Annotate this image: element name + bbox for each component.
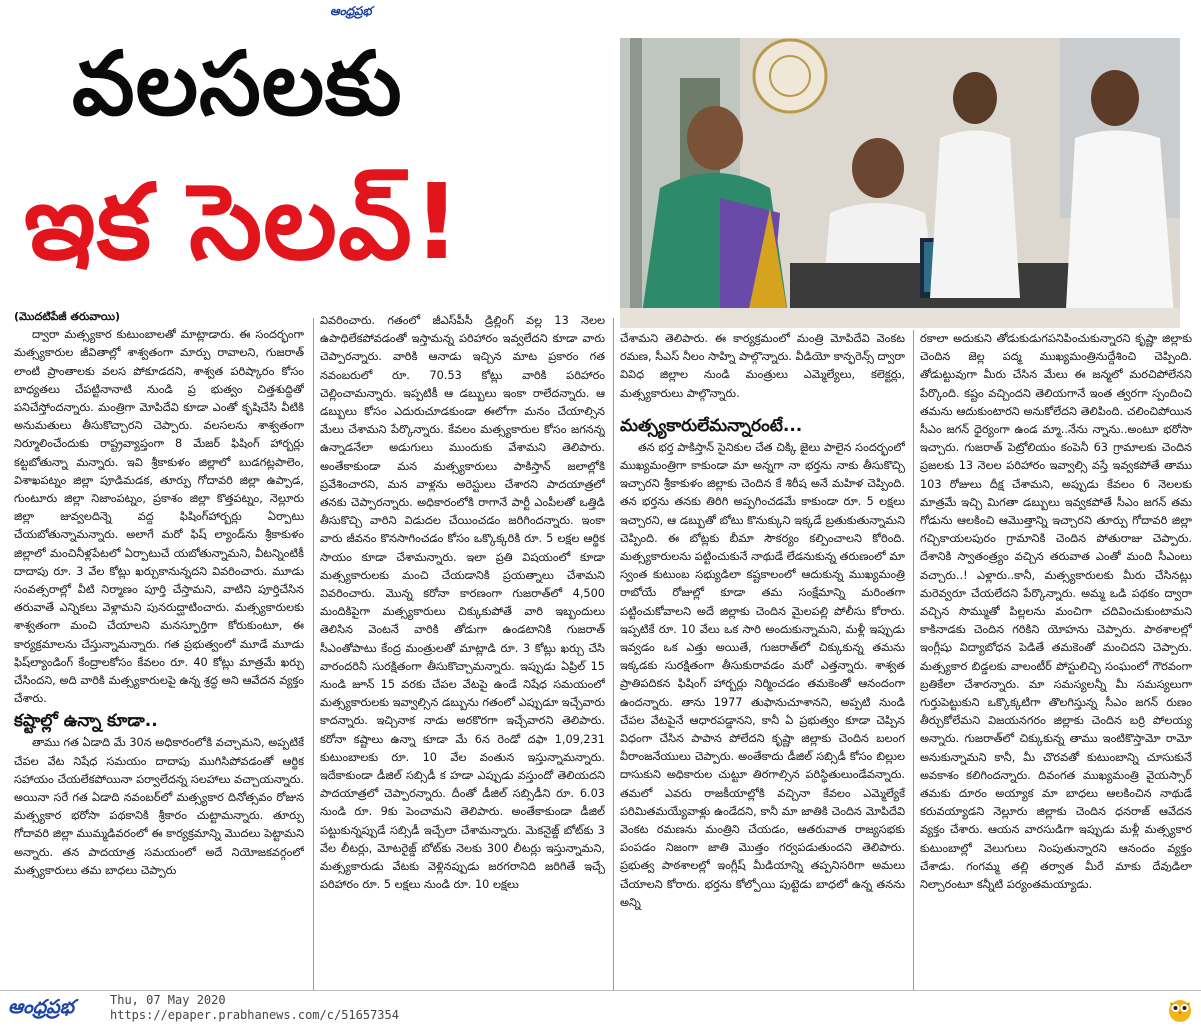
column-1 <box>14 308 304 988</box>
column-rule-3 <box>913 330 914 990</box>
footer-url[interactable]: https://epaper.prabhanews.com/c/51657354 <box>110 1008 399 1022</box>
footer-logo: ఆంధ్రప్రభ <box>8 996 74 1018</box>
footer <box>0 990 1201 1026</box>
column-3-text-a: చేశామని తెలిపారు. ఈ కార్యక్రమంలో మంత్రి మోపిదేవి వెంకట రమణ, సీఎస్ నీలం సాహ్ని పాల్గొన్నారు. వీడియో కాన్ఫరెన్స్ ద్వారా వివిధ జిల్లాల నుండి మంత్రులు ఎమ్మెల్యేలు, కలెక్టర్లు, మత్స్యకారులు పాల్గొన్నారు. <box>620 332 905 400</box>
column-4-text: రకాలా అదుకుని తోడుకుడుగపనిపించుకున్నారని కృష్ణా జిల్లాకు చెందిన జెల్ల పద్మ ముఖ్యమంత్రినుద్దేశించి చెప్పింది. తోడుట్టువుగా మీరు చేసిన మేలు ఈ జన్మలో మరచిపోలేనని పేర్కొంది. కష్టం వచ్చిందని తెలియగానే ఇంత త్వరగా స్పందించి తమను ఆదుకుంటారని అనుకోలేదని తెలిపింది. చలించిపోయిన సీఎం జగన్ ధైర్యంగా ఉండ మ్మా..నేను న్నాను..అంటూ భరోసా ఇచ్చారు. గుజరాత్ పెట్రోలియం కంపెనీ 63 గ్రామాలకు చెందిన ప్రజలకు 13 నెలల పరిహారం ఇవ్వాల్సి వస్తే ఇవ్వకపోతే తాము 103 రోజులు దీక్ష చేశామని, అప్పుడు కేవలం 6 నెలలకు మాత్రమే ఇచ్చి మిగతా డబ్బులు ఇవ్వకపోతే సీఎం జగన్ తమ గోడును ఆలకించి ఆమొత్తాన్ని ఇచ్చారని తూర్పు గోదావరి జిల్లా గచ్చికాయలపురం గ్రామానికి చెందిన పోతురాజు చెప్పారు. దేశానికి స్వాతంత్ర్యం వచ్చిన తరువాత ఎంతో మంది సీఎంలు వచ్చారు..! ఎళ్లారు..కానీ, మత్స్యకారులకు మీరు చేసినట్లు మరెవ్వరూ చేయలేదని పేర్కొన్నారు. అమ్మ ఒడి పథకం ద్వారా వచ్చిన సొమ్ముతో పిల్లలను మంచిగా చదివించుకుంటామని కాకినాడకు చెందిన గరికిని యోహను చెప్పారు. పాఠశాలల్లో ఇంగ్లీషు విద్యాబోధన పెడితే తమకెంతో మంచిదని చెప్పారు. మత్స్యకార బిడ్డలకు వాలంటీర్ పోస్టులిచ్చి సంఘంలో గౌరవంగా బ్రతికేలా చేశారన్నారు. మా సమస్యలన్నీ మీ సమస్యలుగా గుర్తుపెట్టుకుని ఒక్కొక్కటిగా తొలగిస్తున్న సీఎం జగన్ రుణం తీర్చుకోలేమని విజయనగరం జిల్లాకు చెందిన బర్రి పోలయ్య అన్నారు. గుజరాత్‌లో చిక్కుకున్న తాము ఇంటికొస్తామో రామో అనుకున్నామని కానీ, మీ చొరవతో కుటుంబాన్ని చూసుకునే అవకాశం కలిగిందన్నారు. దివంగత ముఖ్యమంత్రి వైయస్సార్ తమకు దూరం అయ్యాక మా బాధలు ఆలకించిన నాథుడే కరువయ్యాడని నెల్లూరు జిల్లాకు చెందిన ధనరాజ్ ఆవేదన వ్యక్తం చేశారు. ఆయన వారసుడిగా ఇప్పుడు మళ్లీ మత్స్యకార కుటుంబాల్లో వెలుగులు నింపుతున్నారని ఆనందం వ్యక్తం చేశాడు. గంగమ్మ తల్లి తర్వాత మీరే మాకు దేవుడిలా నిల్చారంటూ కన్నీటి పర్యంతమయ్యాడు. <box>920 332 1192 892</box>
column-3 <box>620 330 905 988</box>
emblem-icon <box>754 40 826 112</box>
headline-line-2: ఇక సెలవ్! <box>24 161 462 283</box>
photo-illustration <box>620 38 1180 328</box>
column-3-text-b: తన భర్త పాకిస్తాన్ సైనికుల చేత చిక్కి జైలు పాలైన సందర్భంలో ముఖ్యమంత్రిగా కాకుండా మా అన్నగా నా భర్తను నాకు తీసుకొచ్చి ఇచ్చారని శ్రీకాకుళం జిల్లాకు చెందిన కే శిరీష అనే మహిళ చెప్పింది. తన భర్తను తనకు తిరిగి అప్పగించడమే కాకుండా రూ. 5 లక్షలు ఇచ్చారని, ఆ డబ్బుతో బోటు కొనుక్కుని ఇక్కడే బ్రతుకుతున్నామని చెప్పింది. ఈ బోట్లకు బీమా సౌకర్యం కల్పించాలని కోరింది. మత్స్యకారులను పట్టించుకునే నాథుడే లేడనుకున్న తరుణంలో మా స్వంత కుటుంబ సభ్యుడిలా కష్టకాలంలో ఆదుకున్న ముఖ్యమంత్రి రాబోయే రోజుల్లో కూడా తమ సంక్షేమాన్ని మరింతగా పట్టించుకోవాలని అదే జిల్లాకు చెందిన మైలపల్లి పోలీసు కోరారు. ఇప్పటికే రూ. 10 వేలు ఒక సారి అందుకున్నామని, మళ్లీ ఇప్పుడు ఇవ్వడం ఒక ఎత్తు అయితే, గుజరాత్‌లో చిక్కుకున్న తమను ఇక్కడకు సురక్షితంగా తీసుకురావడం మరో ఎత్తన్నారు. శాశ్వత ప్రాతిపదికన ఫిషింగ్ హార్బర్లు నిర్మించడం తమకెంతో ఆనందంగా ఉందన్నారు. తాను 1977 తుఫానుచూశానని, అప్పటి నుండి చేపల వేటపైనే ఆధారపడ్డానని, కానీ ఏ ప్రభుత్వం కూడా చెప్పిన విధంగా చేసిన పాపాన పోలేదని కృష్ణా జిల్లాకు చెందిన బలంగ వీరాంజనేయులు చెప్పారు. అంతేకాదు డీజిల్ సబ్సిడీ కోసం బిల్లుల దాసుకుని అధికారుల చుట్టూ తిరగాల్సిన పరిస్థితులుండేవన్నారు. తమలో ఎవరు రాజకీయాల్లోకి వచ్చినా కేవలం ఎమ్మెల్యేకే పరిమితమయ్యేవాళ్లు ఉండేదని, కానీ మా జాతికి చెందిన మోపిదేవి వెంకట రమణను మంత్రిని చేయడం, ఆతరువాత రాజ్యసభకు పంపడం నిజంగా జాతి మొత్తం గర్వపడుతుందని తెలిపారు. ప్రభుత్వ పాఠశాలల్లో ఇంగ్లీష్ మీడియాన్ని తప్పనిసరిగా అమలు చేయాలని కోరారు. భర్తను కోల్పోయి పుట్టెడు బాధలో ఉన్న తనను అన్ని <box>620 440 905 909</box>
column-2-text: వివరించారు. గతంలో జీఎస్‌పీసీ డ్రిల్లింగ్ వల్ల 13 నెలల ఉపాధిలేకపోవడంతో ఇస్తామన్న పరిహారం ఇవ్వలేదని కూడా వారు చెప్పారన్నారు. వారికి ఆనాడు ఇచ్చిన మాట ప్రకారం గత నవంబరులో రూ. 70.53 కోట్లు వారికి పరిహారం చెల్లించామన్నారు. ఇప్పటికీ ఆ డబ్బులు ఇంకా రాలేదన్నారు. ఆ డబ్బులు కోసం ఎదురుచూడకుండా ఈలోగా మనం చేయాల్సిన మేలు చేశామని పేర్కొన్నారు. కేవలం మత్స్యకారుల కోసం జగనన్న ఉన్నాడనేలా అడుగులు ముందుకు వేశామని తెలిపారు. అంతేకాకుండా మన మత్స్యకారులు పాకిస్తాన్ జలాల్లోకి ప్రవేశించారని, మన వాళ్లను అరెస్టులు చేశారని పాదయాత్రలో తనకు చెప్పారన్నారు. అధికారంలోకి రాగానే పార్టీ ఎంపీలతో ఒత్తిడి తీసుకొచ్చి వారిని విడుదల చేయించడం జరిగిందన్నారు. ఇంకా వారు జీవనం కొనసాగించడం కోసం ఒక్కొక్కరికి రూ. 5 లక్షల ఆర్థిక సాయం కూడా చేశామన్నారు. ఇలా ప్రతి విషయంలో కూడా మత్స్యకారులకు మంచి చేయడానికి ప్రయత్నాలు చేశామని వివరించారు. మొన్న కరోనా కారణంగా గుజరాత్‌లో 4,500 మందికిపైగా మత్స్యకారులు చిక్కుకుపోతే వారి ఇబ్బందులు తెలిసిన వెంటనే వారికి తోడుగా ఉండటానికి గుజరాత్ సీఎంతోపాటు కేంద్ర మంత్రులతో మాట్లాడి రూ. 3 కోట్లు ఖర్చు చేసి వారందరినీ సురక్షితంగా తీసుకొచ్చామన్నారు. ఇప్పుడు ఏప్రిల్ 15 నుండి జూన్ 15 వరకు చేపల వేటపై ఉండే నిషేధ సమయంలో మత్స్యకారులకు ఇవ్వాల్సిన డబ్బును గతంలో ఎప్పుడూ ఇచ్చేవారు కాదన్నారు. ఇచ్చినాక నాడు అరకొరగా ఇచ్చేవారని తెలిపారు. కరోనా కష్టాలు ఉన్నా కూడా మే 6న రెండో దఫా 1,09,231 కుటుంబాలకు రూ. 10 వేల వంతున ఇస్తున్నామన్నారు. ఇదేకాకుండా డీజిల్ సబ్సిడీ క హడా ఎప్పుడు వస్తుందో తెలియదని పాదయాత్రలో చెప్పారన్నారు. దీంతో డీజిల్ సబ్సిడీని రూ. 6.03 నుండి రూ. 9కు పెంచామని తెలిపారు. అంతేకాకుండా డీజిల్ పట్టుకున్నప్పుడే సబ్సిడీ ఇచ్చేలా చేశామన్నారు. మెకనైజ్డ్ బోట్‌కు 3 వేల లీటర్లు, మోటరైజ్డ్ బోట్‌కు నెలకు 300 లీటర్లు ఇస్తున్నామని, మత్స్యకారుడు వేటకు వెళ్లినప్పుడు జరగరానిది జరిగితే ఇచ్చే పరిహారం రూ. 5 లక్షలు నుండి రూ. 10 లక్షలు <box>320 314 605 892</box>
footer-date: Thu, 07 May 2020 <box>110 993 226 1007</box>
owl-icon[interactable] <box>1166 995 1194 1023</box>
column-2 <box>320 312 605 988</box>
continued-label: (మొదటిపేజీ తరువాయి) <box>14 310 121 323</box>
column-1-text-b: తాము గత ఏడాది మే 30న అధికారంలోకి వచ్చామని, అప్పటికే చేపల వేట నిషేధ సమయం దాదాపు ముగిసిపోవడంతో ఆర్థిక సహాయం చేయలేకపోయినా పర్వాలేదన్న సలహాలు వచ్చాయన్నారు. అయినా సరే గత ఏడాది నవంబర్‌లో మత్స్యకార దినోత్సవం రోజున మత్స్యకార భరోసా పథకానికి శ్రీకారం చుట్టామన్నారు. తూర్పు గోదావరి జిల్లా ముమ్మడివరంలో ఈ కార్యక్రమాన్ని మొదలు పెట్టామని అన్నారు. తన పాదయాత్ర సమయంలో అదే నియోజకవర్గంలో మత్స్యకారులు తమ బాధలు చెప్పారు <box>14 736 304 877</box>
column-4 <box>920 330 1192 988</box>
column-rule-1 <box>313 318 314 990</box>
masthead-top <box>330 0 480 18</box>
column-1-text-a: ద్వారా మత్స్యకార కుటుంబాలతో మాట్లాడారు. ఈ సందర్భంగా మత్స్యకారుల జీవితాల్లో శాశ్వతంగా మార్పు రావాలని, గుజరాత్ లాంటి ప్రాంతాలకు వలస పోకూడదని, శాశ్వత పరిష్కారం కోసం బాధ్యతలు చేపట్టినానాటి నుండి ప్ర భుత్వం చిత్తశుద్ధితో పనిచేస్తోందన్నారు. మంత్రిగా మోపిదేవి కూడా ఎంతో కృషిచేసి వీటికి అనుమతులు తీసుకొచ్చారని చెప్పారు. వలసలను శాశ్వతంగా నిర్మూలించేందుకు రాష్ట్రవ్యాప్తంగా 8 మేజర్ ఫిషింగ్ హార్బర్లు కట్టబోతున్నా మన్నారు. ఇవి శ్రీకాకుళం జిల్లాలో బుడగట్లపాలెం, విశాఖపట్నం జిల్లా పూడిమడక, తూర్పు గోదావరి జిల్లా ఉప్పాడ, గుంటూరు జిల్లా నిజాంపట్నం, ప్రకాశం జిల్లా కొత్తపట్నం, నెల్లూరు జిల్లా జువ్వలదిన్నె వద్ద ఫిషింగ్‌హార్బర్లు ఏర్పాటు చేయబోతున్నామన్నారు. అలాగే మరో ఫిష్ ల్యాండ్‌ను శ్రీకాకుళం జిల్లాలో మంచినీళ్లపేటలో ఏర్పాటుచే యబోతున్నామని, వీటన్నింటికీ దాదాపు రూ. 3 వేల కోట్లు ఖర్చుకానున్నదని వివరించారు. మూడు సంవత్సరాల్లో వీటి నిర్మాణం పూర్తి చేస్తామని, వాటిని పూర్తిచేసిన తరువాతే ఎన్నికలు వెళ్లామని పునరుద్ఘాటించారు. మత్స్యకారులకు శాశ్వతంగా మంచి చేయాలని మనస్ఫూర్తిగా కోరుకుంటూ, ఈ కార్యక్రమాలను చేస్తున్నామన్నారు. గత ప్రభుత్వంలో మూడే మూడు ఫిష్‌ల్యాండింగ్ కేంద్రాలకోసం కేవలం రూ. 40 కోట్లు మాత్రమే ఖర్చు చేసిందని, అది వారికి మత్స్యకారులపై ఉన్న శ్రద్ధ అని ఆవేదన వ్యక్తం చేశారు. <box>14 328 304 706</box>
subhead-2: మత్స్యకారులేమన్నారంటే... <box>620 415 803 436</box>
headline-line-1: వలసలకు <box>72 32 403 135</box>
news-photo <box>620 38 1180 328</box>
masthead-brand: ఆంధ్రప్రభ <box>330 4 372 18</box>
column-rule-2 <box>613 318 614 990</box>
subhead-1: కష్టాల్లో ఉన్నా కూడా.. <box>14 711 158 732</box>
